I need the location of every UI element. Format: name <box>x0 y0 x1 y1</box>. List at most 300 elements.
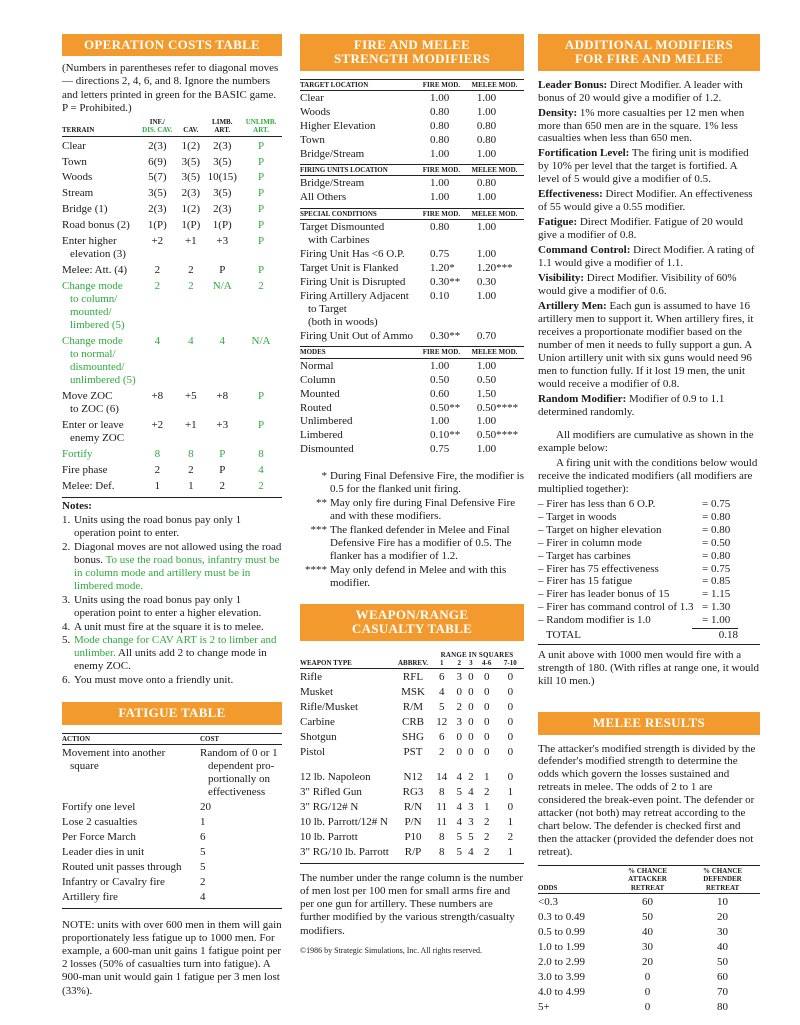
weapon-abbrev: N12 <box>403 771 423 783</box>
condition-label: Bridge/Stream <box>300 177 365 190</box>
fire-melee-table <box>300 79 524 461</box>
fire-melee-title-line2: STRENGTH MODIFIERS <box>333 51 490 67</box>
melee-mod-value: 1.00 <box>476 105 497 118</box>
casualty-value: 0 <box>483 701 490 714</box>
melee-row <box>538 909 760 924</box>
melee-title: MELEE RESULTS <box>538 712 760 734</box>
example-condition: – Firer has command control of 1.3 <box>538 601 694 614</box>
op-costs-intro: (Numbers in parentheses refer to diagonal moves — directions 2, 4, 6, and 8. Ignore the numbers and letters printed in green for the BASIC game. P = Prohibited.) <box>62 62 279 114</box>
fatigue-divider <box>62 908 282 909</box>
note-item <box>62 594 282 620</box>
weapon-row <box>300 714 524 729</box>
cost-cell: 2 <box>188 280 194 293</box>
header-defender-l3: RETREAT <box>705 883 740 892</box>
cost-cell: 6(9) <box>148 155 167 168</box>
fatigue-action-label: Routed unit passes through <box>62 860 182 873</box>
weapon-title <box>300 604 524 641</box>
casualty-value: 14 <box>436 771 448 783</box>
note-number: 4. <box>62 620 71 633</box>
op-costs-row <box>62 416 282 445</box>
terrain-label: Enter higher <box>62 235 117 248</box>
fire-melee-section-header <box>300 208 524 219</box>
note-number: 2. <box>62 540 71 553</box>
terrain-label: Enter or leave <box>62 418 124 431</box>
melee-text: The attacker's modified strength is divided by the defender's modified strength to determine the odds which govern the losses sustained and retreats in melee. The odds of 2 to 1 are considered the break-even point. The defender or attacker (not both) may retreat according to the chart below. The defender is checked first and then the attacker (provided the defender does not retreat). <box>538 742 756 859</box>
note-text: All units add 2 to change mode in enemy ZOC. <box>74 647 267 673</box>
note-text: Diagonal moves are not allowed using the road bonus. <box>74 540 282 566</box>
fire-melee-row <box>300 105 524 119</box>
header-limb-art: ART. <box>214 126 231 135</box>
terrain-label: Bridge (1) <box>62 203 108 216</box>
condition-label: Target Dismounted <box>300 221 385 234</box>
example-modifier-row <box>538 563 760 576</box>
example-value: = 0.75 <box>702 562 731 575</box>
terrain-label: to normal/ <box>70 348 116 361</box>
additional-para3: A unit above with 1000 men would fire with a strength of 180. (With rifles at range one, it would kill 10 men.) <box>538 649 760 688</box>
cost-cell: P <box>257 264 265 277</box>
casualty-value: 0 <box>483 746 490 759</box>
terrain-cell <box>62 445 137 461</box>
casualty-value: 8 <box>438 845 445 858</box>
weapon-name: Rifle <box>300 671 322 684</box>
modifier-condition <box>300 428 418 442</box>
note-item <box>62 514 282 540</box>
melee-row <box>538 893 760 908</box>
op-costs-row <box>62 200 282 216</box>
op-costs-row <box>62 477 282 493</box>
fire-mod-value: 0.80 <box>430 119 450 132</box>
footnote-text: The flanked defender in Melee and Final Defensive Fire has a modifier of 0.5. The flanker has a modifier of 1.2. <box>330 524 512 563</box>
fire-melee-row <box>300 414 524 428</box>
cost-cell: 2 <box>258 280 264 293</box>
header-dis-cav: DIS. CAV. <box>142 126 173 135</box>
column-right <box>538 34 760 1014</box>
terrain-label: Change mode <box>62 280 123 293</box>
melee-row <box>538 939 760 954</box>
melee-mod-value: 0.80 <box>476 133 497 146</box>
terrain-cell <box>62 136 137 152</box>
cost-cell: 10(15) <box>207 171 237 184</box>
terrain-label: Clear <box>62 139 86 152</box>
example-value: = 0.75 <box>702 497 731 510</box>
fire-melee-title-line1: FIRE AND MELEE <box>353 37 471 52</box>
column-middle <box>300 34 524 955</box>
cost-cell: +1 <box>184 418 197 431</box>
total-value: 0.18 <box>718 629 738 642</box>
fatigue-row <box>62 814 282 829</box>
cost-cell: P <box>257 187 265 200</box>
fatigue-row <box>62 844 282 859</box>
note-text: Units using the road bonus pay only 1 operation point to enter. <box>74 513 242 539</box>
condition-label: Normal <box>300 359 334 372</box>
cost-cell: 2 <box>258 479 264 492</box>
cost-cell: +5 <box>184 390 197 403</box>
modifier-name: Visibility: <box>538 272 585 285</box>
fatigue-action-label: Leader dies in unit <box>62 845 145 858</box>
melee-mod-value: 0.30 <box>476 276 497 288</box>
casualty-value: 6 <box>438 671 445 684</box>
cost-cell: P <box>257 155 265 168</box>
header-fire-mod: FIRE MOD. <box>418 79 465 90</box>
terrain-cell <box>62 461 137 477</box>
modifier-name: Leader Bonus: <box>538 78 608 91</box>
cost-cell: 2 <box>188 264 194 277</box>
modifier-item <box>538 272 760 298</box>
cost-cell: +2 <box>151 235 164 248</box>
defender-retreat-value: 10 <box>717 895 728 908</box>
op-costs-row <box>62 168 282 184</box>
fatigue-cost <box>200 829 282 844</box>
fire-mod-value: 0.80 <box>430 133 450 146</box>
melee-row <box>538 924 760 939</box>
fatigue-action-label: Artillery fire <box>62 890 118 903</box>
weapon-name: 3" Rifled Gun <box>300 785 362 798</box>
casualty-value: 0 <box>507 746 514 759</box>
cost-cell: 1(P) <box>147 219 167 232</box>
terrain-cell <box>62 216 137 232</box>
modifier-description: Modifier of 0.9 to 1.1 determined randomly. <box>538 392 725 418</box>
header-range-col: 7-10 <box>497 659 524 669</box>
attacker-retreat-value: 20 <box>642 955 653 968</box>
melee-mod-value: 0.50**** <box>476 429 519 442</box>
op-costs-title: OPERATION COSTS TABLE <box>62 34 282 56</box>
example-value: = 0.50 <box>702 536 731 549</box>
fatigue-cost <box>200 889 282 904</box>
attacker-retreat-value: 0 <box>644 985 651 998</box>
footnote <box>300 524 524 563</box>
total-line <box>538 629 760 642</box>
notes-title: Notes: <box>62 499 92 512</box>
melee-mod-value: 1.20*** <box>476 262 513 275</box>
example-condition: – Random modifier is 1.0 <box>538 614 651 627</box>
fire-melee-title <box>300 34 524 71</box>
header-odds: ODDS <box>538 866 610 894</box>
cost-cell: 2 <box>154 280 161 293</box>
casualty-value: 2 <box>468 771 474 783</box>
melee-mod-value: 1.00 <box>476 191 497 204</box>
footnote-symbol: * <box>321 470 327 483</box>
weapon-abbrev: PST <box>403 746 423 759</box>
casualty-value: 5 <box>456 785 462 798</box>
modifier-condition <box>300 401 418 415</box>
terrain-label: Town <box>62 155 87 168</box>
op-costs-row <box>62 184 282 200</box>
fire-melee-section-header <box>300 79 524 90</box>
weapon-header-empty <box>300 651 430 659</box>
op-costs-row <box>62 445 282 461</box>
op-costs-header <box>62 118 282 136</box>
weapon-abbrev: R/M <box>402 701 424 714</box>
defender-retreat-value: 60 <box>717 970 728 983</box>
modifier-condition <box>300 220 418 247</box>
weapon-divider <box>300 863 524 864</box>
op-costs-row <box>62 232 282 261</box>
modifier-item <box>538 188 760 214</box>
condition-label: Bridge/Stream <box>300 147 365 160</box>
weapon-row <box>300 769 524 784</box>
note-item <box>62 634 282 673</box>
casualty-value: 0 <box>507 701 514 714</box>
cost-cell: +8 <box>216 390 229 403</box>
fire-mod-value: 1.20* <box>430 262 455 275</box>
example-value: = 1.15 <box>702 588 731 601</box>
modifier-item <box>538 393 760 419</box>
fatigue-cost-value: 20 <box>200 800 211 813</box>
example-condition: – Firer has leader bonus of 15 <box>538 588 670 601</box>
cost-cell: 1 <box>154 479 161 492</box>
fatigue-row <box>62 874 282 889</box>
op-costs-row <box>62 216 282 232</box>
weapon-group-spacer-cell <box>300 759 524 769</box>
section-label: SPECIAL CONDITIONS <box>300 208 418 219</box>
terrain-label: to ZOC (6) <box>70 402 119 415</box>
header-fire-mod: FIRE MOD. <box>418 347 465 358</box>
casualty-value: 0 <box>483 731 490 744</box>
fatigue-action-label: Per Force March <box>62 830 136 843</box>
odds-value: <0.3 <box>538 895 558 908</box>
fatigue-row <box>62 889 282 904</box>
modifier-condition <box>300 358 418 372</box>
fatigue-action <box>62 859 200 874</box>
casualty-value: 0 <box>456 746 462 759</box>
casualty-value: 4 <box>468 785 474 798</box>
cost-cell: 2 <box>154 463 161 476</box>
header-attacker-l3: RETREAT <box>630 883 665 892</box>
example-value: = 0.85 <box>702 575 731 588</box>
cost-cell: 8 <box>188 447 194 460</box>
example-condition: – Target has carbines <box>538 549 631 562</box>
terrain-label: enemy ZOC <box>70 431 125 444</box>
casualty-value: 4 <box>456 771 462 783</box>
modifier-item <box>538 300 760 391</box>
fatigue-row <box>62 829 282 844</box>
example-modifier-row <box>538 524 760 537</box>
header-melee-mod: MELEE MOD. <box>465 208 524 219</box>
condition-label: Column <box>300 373 336 386</box>
header-unlimb-art: ART. <box>253 126 269 135</box>
cost-cell: 8 <box>258 447 264 460</box>
defender-retreat-value: 70 <box>717 985 728 998</box>
fire-melee-row <box>300 358 524 372</box>
casualty-value: 0 <box>507 771 514 783</box>
fire-mod-value: 0.60 <box>430 387 450 400</box>
modifier-condition <box>300 176 418 190</box>
fatigue-cost <box>200 744 282 798</box>
fatigue-action <box>62 744 200 798</box>
footnote-symbol: *** <box>310 524 327 537</box>
weapon-abbrev: R/N <box>403 800 423 813</box>
casualty-value: 6 <box>438 731 445 744</box>
weapon-title-line1: WEAPON/RANGE <box>355 607 469 623</box>
header-attacker <box>610 866 685 894</box>
fatigue-cost-value: 1 <box>200 815 206 828</box>
casualty-value: 0 <box>456 686 462 699</box>
note-text-block <box>74 621 264 634</box>
cost-cell: P <box>257 219 265 232</box>
note-text-block <box>74 634 282 673</box>
melee-table <box>538 865 760 1014</box>
example-modifier-row <box>538 537 760 550</box>
fatigue-action <box>62 889 200 904</box>
fire-mod-value: 0.30** <box>430 329 461 342</box>
weapon-abbrev: MSK <box>401 686 425 699</box>
fire-melee-row <box>300 387 524 401</box>
header-inf-label: INF./ <box>149 118 165 127</box>
melee-mod-value: 0.80 <box>476 177 497 190</box>
casualty-value: 2 <box>483 815 490 828</box>
fatigue-cost-value: 2 <box>200 875 206 888</box>
cost-cell: 1(P) <box>212 219 232 232</box>
modifier-condition <box>300 329 418 343</box>
fatigue-cost-value: effectiveness <box>208 785 266 798</box>
melee-row <box>538 984 760 999</box>
melee-mod-value: 1.00 <box>476 248 497 261</box>
melee-mod-value: 0.80 <box>476 119 497 132</box>
modifier-condition <box>300 119 418 133</box>
fatigue-row <box>62 859 282 874</box>
fire-mod-value: 1.00 <box>430 415 450 428</box>
condition-label: with Carbines <box>308 234 370 247</box>
casualty-value: 0 <box>507 716 514 729</box>
casualty-value: 2 <box>438 746 445 759</box>
note-text: Units using the road bonus pay only 1 operation point to enter a higher elevation. <box>74 593 262 619</box>
melee-mod-value: 0.50**** <box>476 401 519 414</box>
weapon-name: Musket <box>300 686 333 699</box>
melee-row <box>538 954 760 969</box>
example-modifier-row <box>538 614 760 627</box>
modifier-condition <box>300 442 418 456</box>
additional-para1: All modifiers are cumulative as shown in the example below: <box>538 428 754 454</box>
terrain-label: Move ZOC <box>62 390 113 403</box>
note-green-text: Mode change for CAV ART is 2 to limber and unlimber. <box>74 634 277 660</box>
weapon-row <box>300 669 524 684</box>
note-item <box>62 541 282 593</box>
modifier-description: Direct Modifier. An effectiveness of 55 would give a 0.55 modifier. <box>538 188 753 214</box>
casualty-value: 0 <box>507 671 514 684</box>
fire-mod-value: 1.00 <box>430 359 450 372</box>
section-label: TARGET LOCATION <box>300 79 418 90</box>
condition-label: Limbered <box>300 429 343 442</box>
cost-cell: +8 <box>151 390 164 403</box>
fatigue-action <box>62 814 200 829</box>
fire-mod-value: 1.00 <box>430 177 450 190</box>
fire-mod-value: 0.80 <box>430 221 450 234</box>
casualty-value: 0 <box>483 671 490 684</box>
fire-mod-value: 0.10** <box>430 429 461 442</box>
terrain-label: mounted/ <box>70 306 112 319</box>
weapon-abbrev: RG3 <box>402 785 424 798</box>
fire-melee-section-header <box>300 165 524 176</box>
example-modifier-row <box>538 511 760 524</box>
example-modifier-row <box>538 575 760 588</box>
casualty-value: 4 <box>468 845 474 858</box>
fatigue-header <box>62 733 282 744</box>
fire-melee-section-header <box>300 347 524 358</box>
cost-cell: 3(5) <box>213 155 232 168</box>
cost-cell: P <box>257 139 265 152</box>
example-condition: – Firer has less than 6 O.P. <box>538 497 656 510</box>
terrain-cell <box>62 387 137 416</box>
fatigue-action-label: Movement into another <box>62 746 166 759</box>
note-number: 6. <box>62 674 71 687</box>
note-item <box>62 621 282 634</box>
fire-melee-footnotes <box>300 470 524 590</box>
section-spacer <box>300 456 524 460</box>
header-weapon-type: WEAPON TYPE <box>300 659 396 669</box>
casualty-value: 4 <box>438 686 445 699</box>
additional-title-line1: ADDITIONAL MODIFIERS <box>564 37 734 52</box>
cost-cell: N/A <box>212 280 232 293</box>
fire-mod-value: 0.50** <box>430 401 461 414</box>
header-unlimb <box>240 118 282 136</box>
cost-cell: 1(2) <box>181 139 200 152</box>
fatigue-cost-value: 5 <box>200 845 206 858</box>
melee-mod-value: 1.00 <box>476 221 497 234</box>
example-value: = 1.30 <box>702 601 731 614</box>
modifier-item <box>538 107 760 146</box>
copyright: ©1986 by Strategic Simulations, Inc. All rights reserved. <box>300 945 483 955</box>
weapon-row <box>300 829 524 844</box>
additional-title <box>538 34 760 71</box>
terrain-cell <box>62 168 137 184</box>
note-number: 5. <box>62 634 71 647</box>
cost-cell: 3(5) <box>181 155 200 168</box>
section-label: FIRING UNITS LOCATION <box>300 165 418 176</box>
fire-mod-value: 1.00 <box>430 147 450 160</box>
melee-row <box>538 999 760 1014</box>
defender-retreat-value: 50 <box>717 955 728 968</box>
condition-label: Mounted <box>300 387 340 400</box>
op-costs-row <box>62 153 282 169</box>
terrain-label: Woods <box>62 171 93 184</box>
cost-cell: 1(2) <box>181 203 200 216</box>
fatigue-action-label: Infantry or Cavalry fire <box>62 875 165 888</box>
cost-cell: +1 <box>184 235 197 248</box>
terrain-label: elevation (3) <box>70 248 126 261</box>
cost-cell: 3(5) <box>181 171 200 184</box>
weapon-row <box>300 844 524 859</box>
cost-cell: 2(3) <box>213 203 232 216</box>
cost-cell: 5(7) <box>148 171 167 184</box>
fatigue-cost <box>200 814 282 829</box>
op-costs-table <box>62 118 282 493</box>
condition-label: Clear <box>300 91 324 104</box>
weapon-row <box>300 784 524 799</box>
odds-value: 5+ <box>538 1000 550 1013</box>
fatigue-action <box>62 799 200 814</box>
cost-cell: P <box>219 447 226 460</box>
fatigue-row <box>62 799 282 814</box>
weapon-row <box>300 799 524 814</box>
op-costs-divider <box>62 497 282 498</box>
modifier-description: Direct Modifier. A leader with bonus of 20 would give a modifier of 1.2. <box>538 78 743 104</box>
odds-value: 3.0 to 3.99 <box>538 970 586 983</box>
fire-mod-value: 0.75 <box>430 443 450 456</box>
op-costs-row <box>62 136 282 152</box>
header-cav: CAV. <box>177 118 204 136</box>
terrain-label: Fire phase <box>62 463 108 476</box>
odds-value: 1.0 to 1.99 <box>538 940 586 953</box>
melee-mod-value: 1.00 <box>476 91 497 104</box>
cost-cell: 4 <box>258 463 264 476</box>
fatigue-cost-value: 6 <box>200 830 206 843</box>
condition-label: Unlimbered <box>300 415 353 428</box>
casualty-value: 1 <box>483 771 490 783</box>
example-modifier-row <box>538 588 760 601</box>
weapon-name: Shotgun <box>300 731 337 744</box>
melee-mod-value: 1.00 <box>476 415 497 428</box>
example-value: = 0.80 <box>702 510 731 523</box>
